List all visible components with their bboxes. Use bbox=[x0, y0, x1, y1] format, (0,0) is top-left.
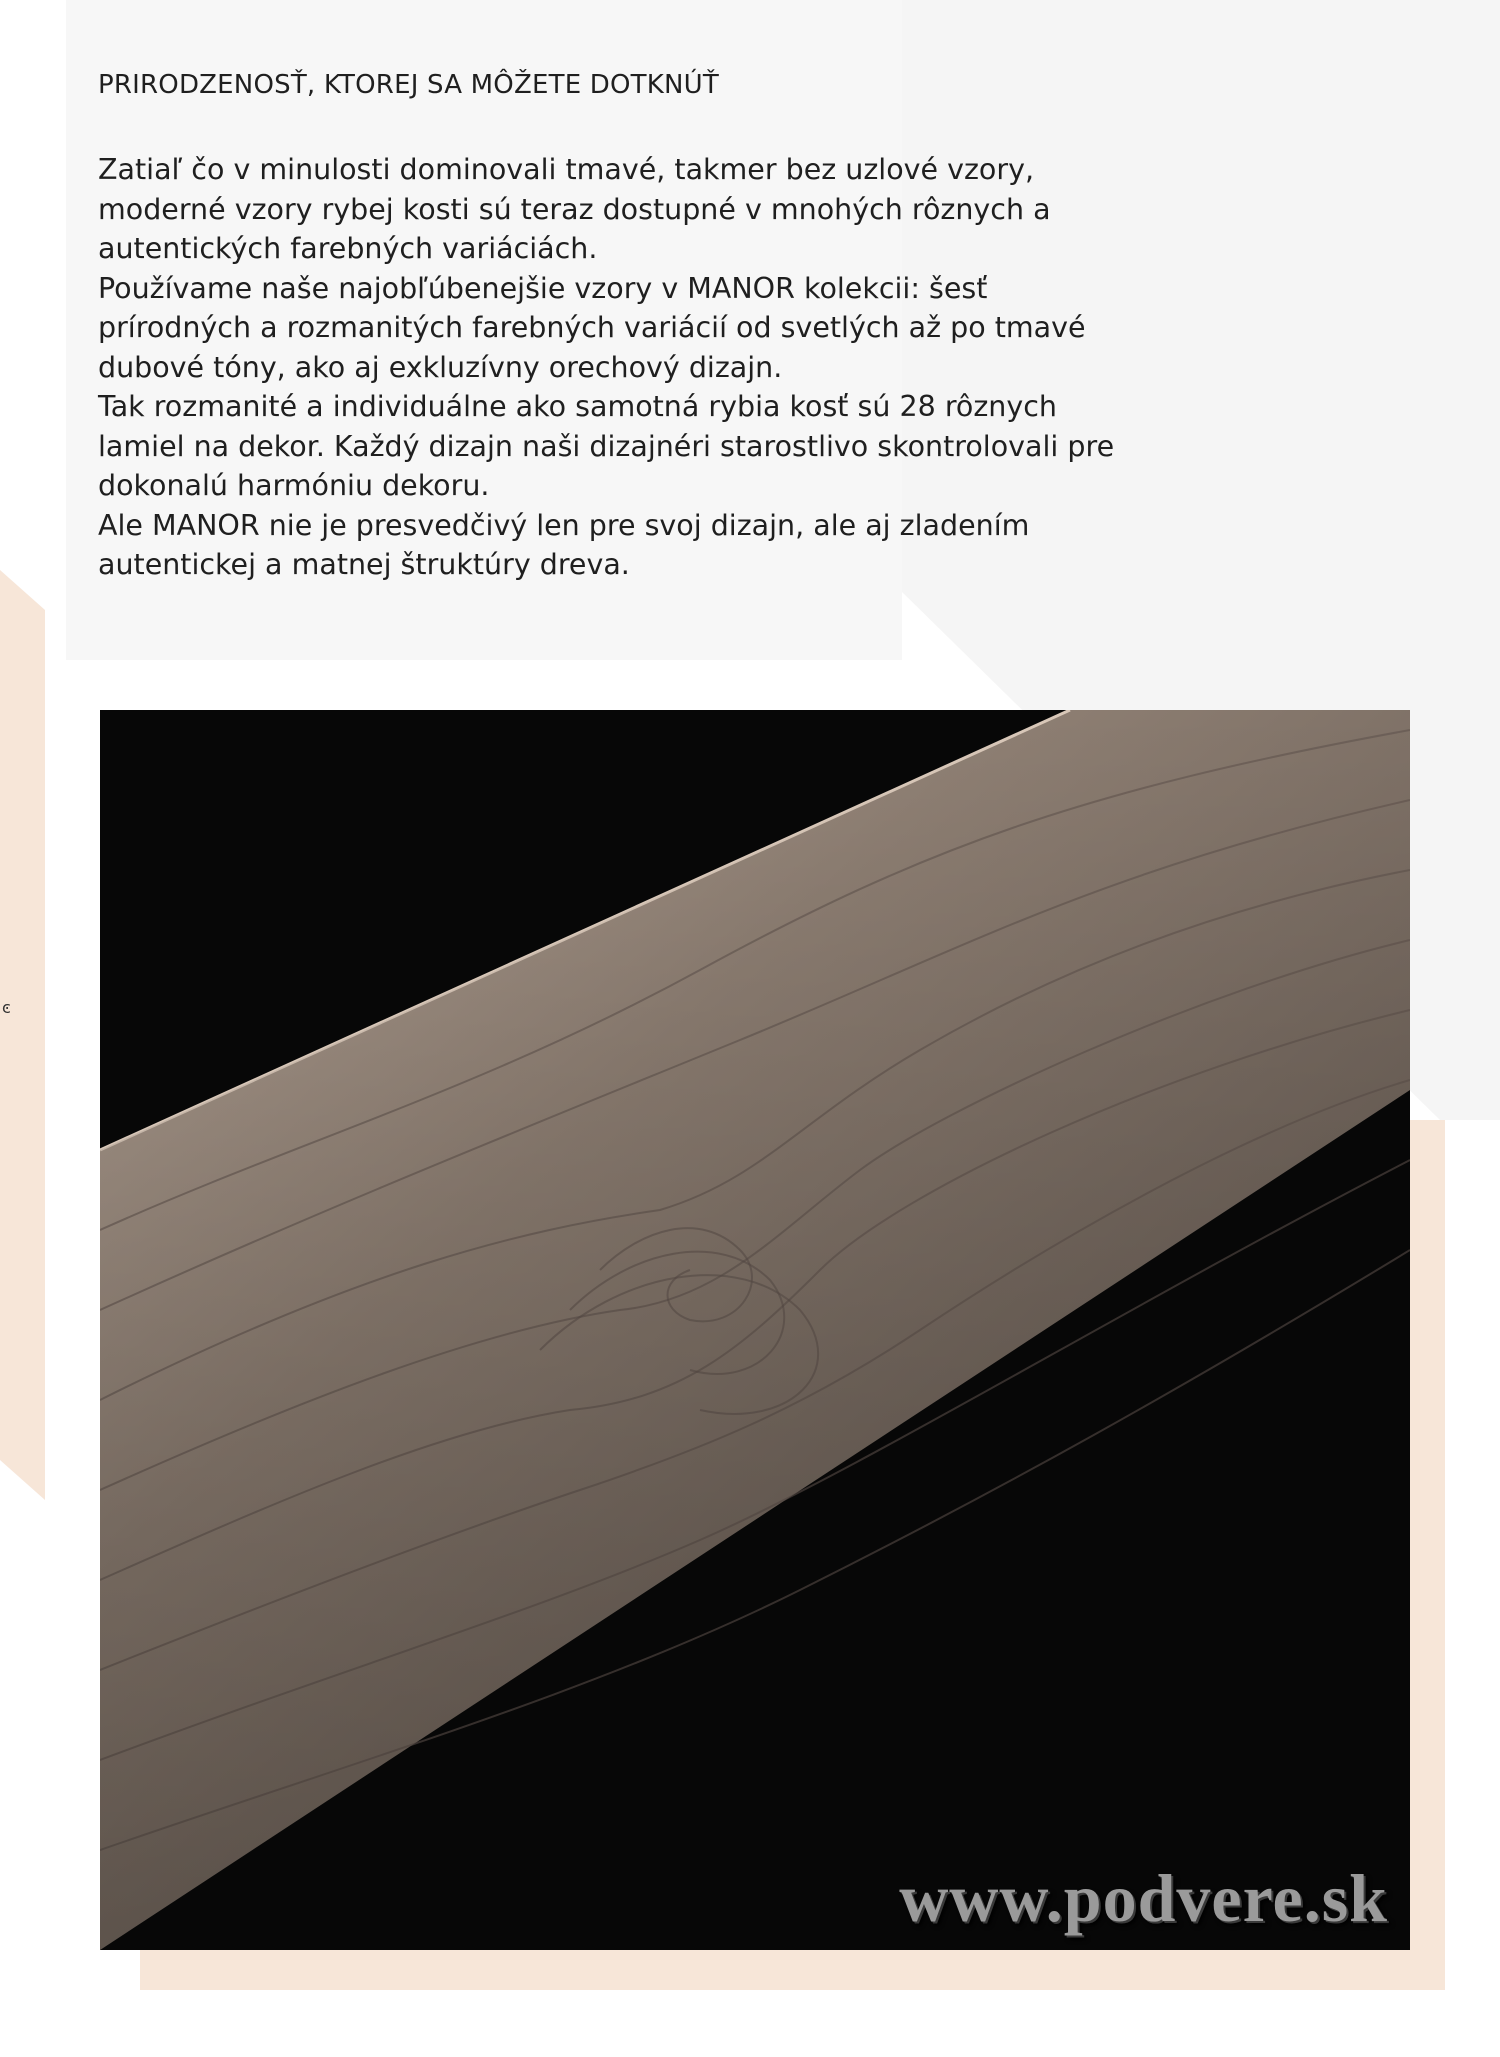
watermark-text: www.podvere.sk bbox=[899, 1860, 1388, 1936]
wood-plank-photo bbox=[100, 710, 1410, 1950]
paragraph-3: Tak rozmanité a individuálne ako samotná rybia kosť sú 28 rôznych lamiel na dekor. Každý dizajn naši dizajnéri starostlivo skontrolovali pre dokonalú harmóniu dekoru. bbox=[98, 390, 1115, 502]
wood-plank-image bbox=[100, 710, 1410, 1950]
paragraph-2: Používame naše najobľúbenejšie vzory v MANOR kolekcii: šesť prírodných a rozmanitých farebných variácií od svetlých až po tmavé dubové tóny, ako aj exkluzívny orechový dizajn. bbox=[98, 271, 1086, 384]
article-heading: PRIRODZENOSŤ, KTOREJ SA MÔŽETE DOTKNÚŤ bbox=[98, 70, 719, 100]
paragraph-1: Zatiaľ čo v minulosti dominovali tmavé, takmer bez uzlové vzory, moderné vzory rybej kosti sú teraz dostupné v mnohých rôznych a autentických farebných variáciách. bbox=[98, 153, 1051, 265]
paragraph-4: Ale MANOR nie je presvedčivý len pre svoj dizajn, ale aj zladením autentickej a matnej štruktúry dreva. bbox=[98, 508, 1030, 581]
side-glyph: ͼ bbox=[2, 998, 11, 1017]
beige-left-strip bbox=[0, 570, 45, 1500]
article-body bbox=[98, 150, 1128, 585]
